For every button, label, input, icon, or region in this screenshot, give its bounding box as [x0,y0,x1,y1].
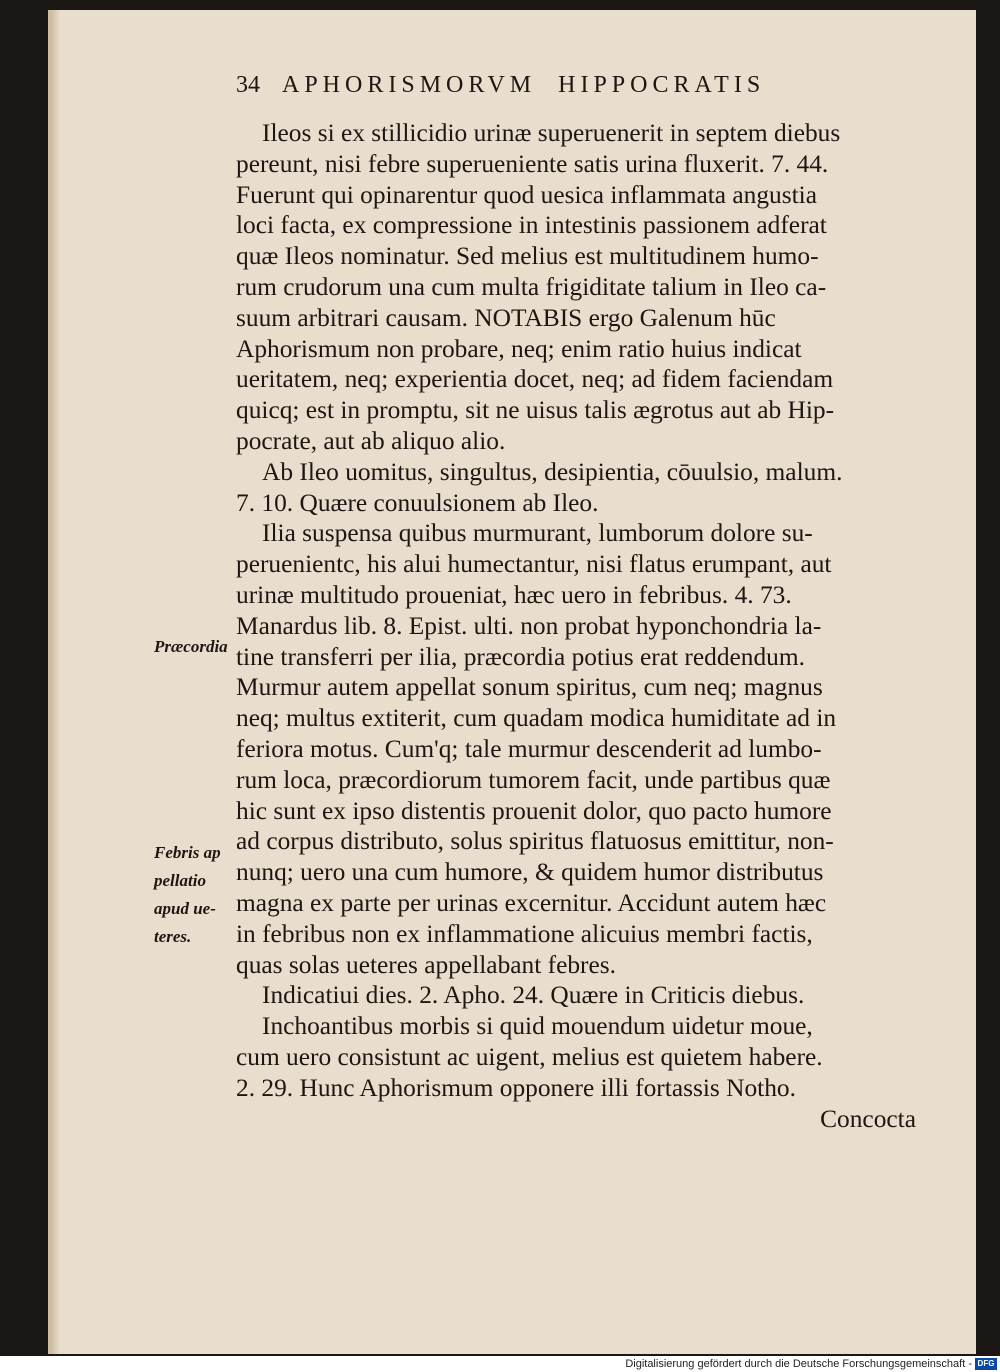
catchword: Concocta [820,1104,916,1133]
text-line: 2. 29. Hunc Aphorismum opponere illi fortassis Notho. [236,1073,796,1102]
dfg-logo: DFG [975,1358,997,1370]
text-line: quas solas ueteres appellabant febres. [236,950,617,979]
text-line: magna ex parte per urinas excernitur. Accidunt autem hæc [236,888,827,917]
text-line: Ileos si ex stillicidio urinæ superuenerit in septem diebus [262,119,841,147]
text-line: Aphorismum non probare, neq; enim ratio huius indicat [236,334,802,363]
marginal-note: pellatio [154,871,206,890]
footer-credit: Digitalisierung gefördert durch die Deutsche Forschungsgemeinschaft - [625,1358,972,1370]
text-line: pereunt, nisi febre superueniente satis urina fluxerit. 7. 44. [236,149,829,178]
text-line: pocrate, aut ab aliquo alio. [236,426,506,455]
text-line: Ab Ileo uomitus, singultus, desipientia, cōuulsio, malum. [262,457,843,486]
text-line: neq; multus extiterit, cum quadam modica humiditate ad in [236,704,837,733]
body-text [236,118,916,1134]
marginal-note: teres. [154,927,192,946]
running-head [236,72,876,99]
text-line: suum arbitrari causam. NOTABIS ergo Galenum hūc [236,303,776,332]
page-number: 34 [236,72,260,98]
text-line: quicq; est in promptu, sit ne uisus talis ægrotus aut ab Hip- [236,396,835,425]
text-line: Inchoantibus morbis si quid mouendum uidetur moue, [262,1012,813,1041]
text-line: hic sunt ex ipso distentis prouenit dolor, quo pacto humore [236,796,832,825]
text-line: peruenientc, his alui humectantur, nisi flatus erumpant, aut [236,550,832,579]
text-line: Murmur autem appellat sonum spiritus, cum neq; magnus [236,673,823,702]
text-line: 7. 10. Quære conuulsionem ab Ileo. [236,488,599,517]
text-line: Indicatiui dies. 2. Apho. 24. Quære in Criticis diebus. [262,981,805,1010]
text-line: loci facta, ex compressione in intestinis passionem adferat [236,211,827,240]
text-line: urinæ multitudo proueniat, hæc uero in febribus. 4. 73. [236,580,792,609]
text-line: Fuerunt qui opinarentur quod uesica inflammata angustia [236,180,818,209]
text-line: rum loca, præcordiorum tumorem facit, unde partibus quæ [236,765,831,794]
text-line: Ilia suspensa quibus murmurant, lumborum dolore su- [262,519,813,548]
running-title-word: HIPPOCRATIS [558,72,766,98]
text-line: Manardus lib. 8. Epist. ulti. non probat hyponchondria la- [236,611,822,640]
text-line: ueritatem, neq; experientia docet, neq; ad fidem faciendam [236,365,834,394]
digitization-footer [0,1356,1000,1372]
running-title-word: APHORISMORVM [282,72,537,98]
text-line: quæ Ileos nominatur. Sed melius est multitudinem humo- [236,242,819,271]
marginal-note: Febris ap [154,843,221,862]
text-line: rum crudorum una cum multa frigiditate talium in Ileo ca- [236,272,827,301]
text-line: cum uero consistunt ac uigent, melius est quietem habere. [236,1042,823,1071]
text-line: tine transferri per ilia, præcordia potius erat reddendum. [236,642,805,671]
marginal-note: Præcordia [154,637,228,656]
text-line: ad corpus distributo, solus spiritus flatuosus emittitur, non- [236,827,834,856]
marginal-note: apud ue- [154,899,216,918]
text-line: in febribus non ex inflammatione alicuius membri factis, [236,919,813,948]
text-line: nunq; uero una cum humore, & quidem humor distributus [236,858,824,887]
text-line: feriora motus. Cum'q; tale murmur descenderit ad lumbo- [236,734,822,763]
